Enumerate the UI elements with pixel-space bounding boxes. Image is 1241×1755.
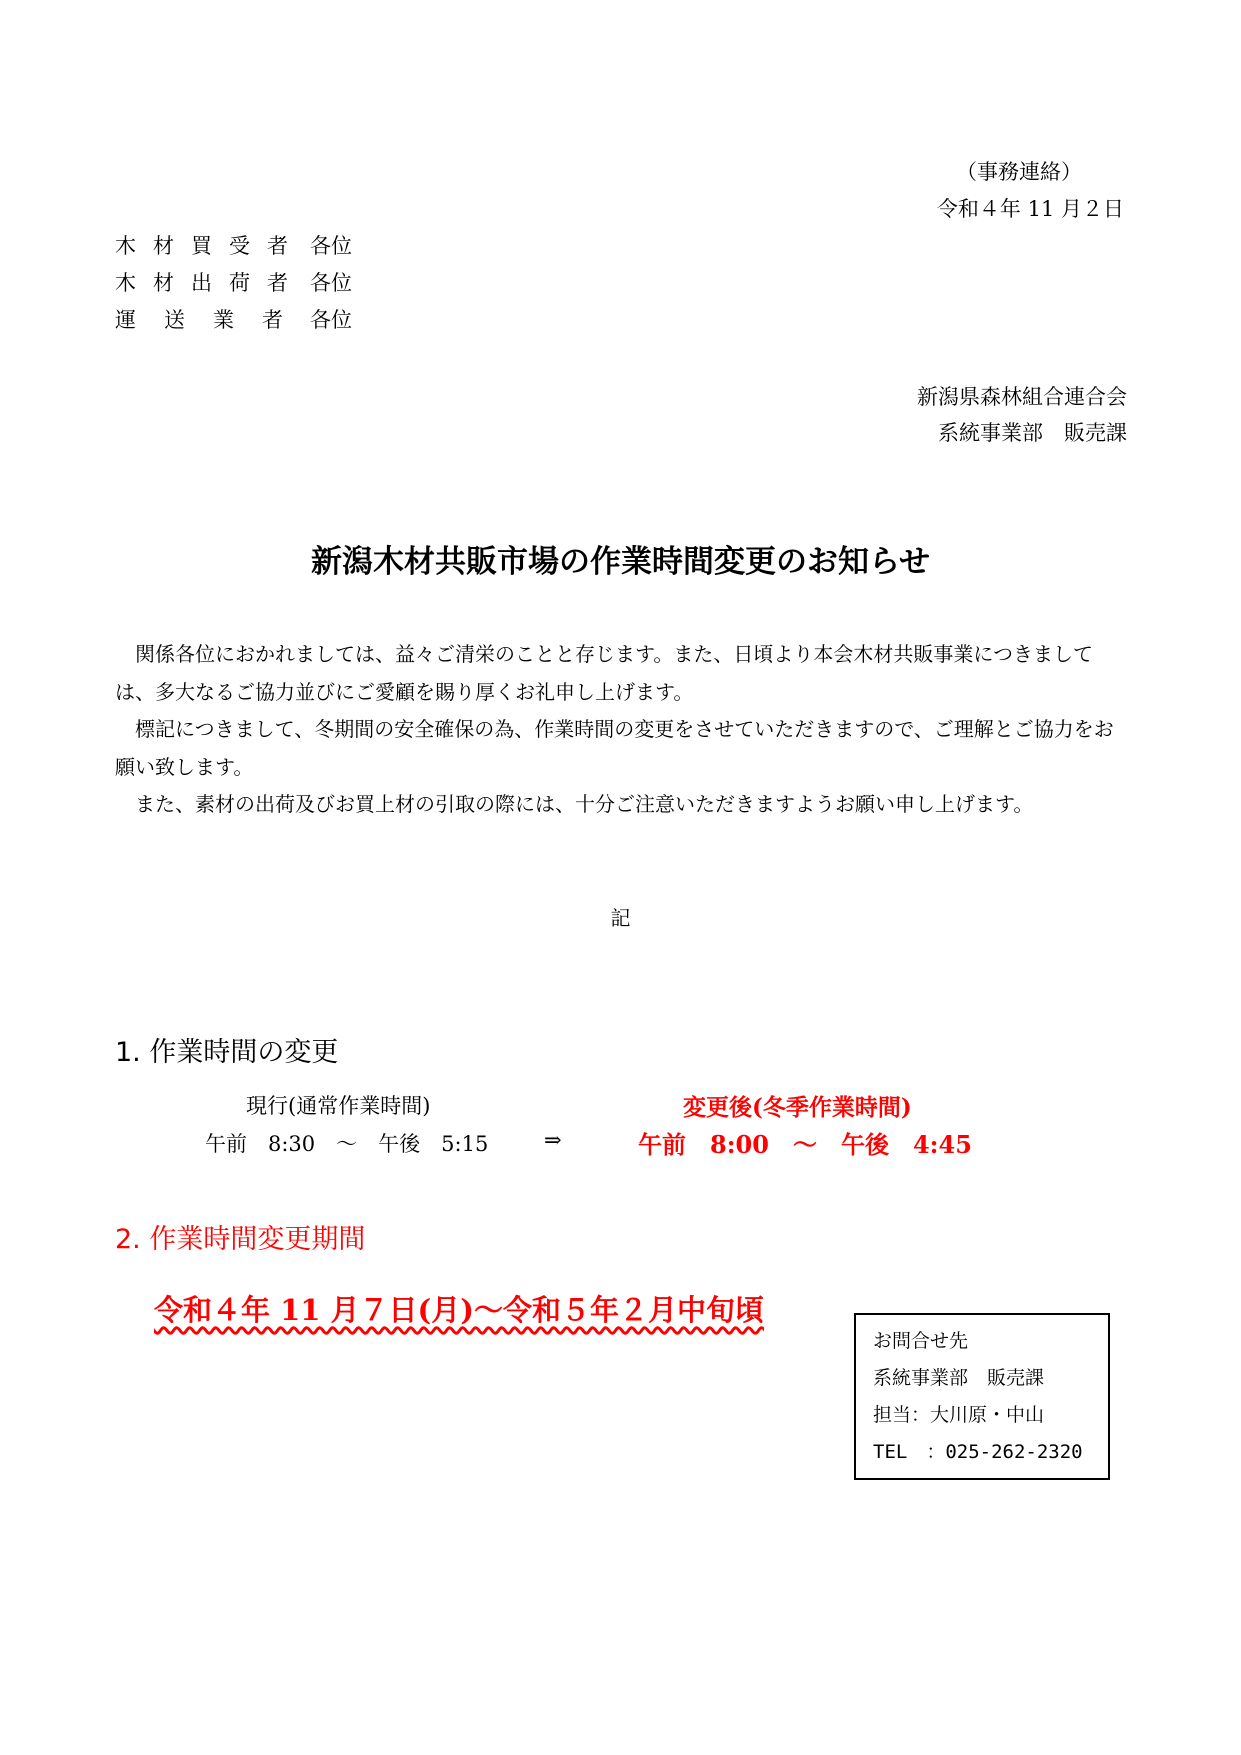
recipient-row [115, 265, 352, 302]
current-hours: 午前 8:30 ～ 午後 5:15 [205, 1132, 489, 1156]
sender-block [917, 379, 1127, 451]
contact-department: 系統事業部 販売課 [873, 1367, 1045, 1389]
recipient-suffix: 各位 [310, 308, 352, 332]
recipient-row [115, 302, 352, 339]
section1-heading: 1. 作業時間の変更 [115, 1037, 339, 1068]
change-period: 令和４年 11 月７日(月)～令和５年２月中旬頃 [154, 1293, 764, 1327]
body-paragraph: 標記につきまして、冬期間の安全確保の為、作業時間の変更をさせていただきますので、ご理解とご協力をお願い致します。 [115, 717, 1114, 779]
recipient-name: 木材買受者 [115, 234, 305, 258]
recipient-suffix: 各位 [310, 234, 352, 258]
contact-box [854, 1313, 1110, 1480]
recipients-block [115, 228, 352, 339]
current-hours-label: 現行(通常作業時間) [246, 1094, 431, 1118]
new-hours-label: 変更後(冬季作業時間) [683, 1094, 912, 1121]
sender-department: 系統事業部 販売課 [938, 421, 1127, 445]
contact-tel: TEL ：025-262-2320 [873, 1441, 1083, 1463]
body-paragraph: また、素材の出荷及びお買上材の引取の際には、十分ご注意いただきますようお願い申し上げます。 [135, 792, 1034, 816]
arrow-icon: ⇒ [544, 1128, 562, 1152]
document-date: 令和４年 11 月２日 [936, 197, 1124, 221]
recipient-suffix: 各位 [310, 271, 352, 295]
recipient-row [115, 228, 352, 265]
ki-marker: 記 [610, 906, 631, 930]
contact-person: 担当：大川原・中山 [873, 1404, 1045, 1426]
document-title: 新潟木材共販市場の作業時間変更のお知らせ [310, 544, 931, 580]
document-type: （事務連絡） [956, 160, 1082, 184]
body-paragraph: 関係各位におかれましては、益々ご清栄のことと存じます。また、日頃より本会木材共販事業につきましては、多大なるご協力並びにご愛顧を賜り厚くお礼申し上げます。 [115, 642, 1093, 704]
section2-heading: 2. 作業時間変更期間 [115, 1224, 366, 1255]
body-text [115, 636, 1127, 824]
sender-organization: 新潟県森林組合連合会 [917, 385, 1127, 409]
recipient-name: 運送業者 [115, 308, 311, 332]
new-hours: 午前 8:00 ～ 午後 4:45 [638, 1130, 972, 1159]
recipient-name: 木材出荷者 [115, 271, 305, 295]
contact-title: お問合せ先 [873, 1330, 969, 1352]
